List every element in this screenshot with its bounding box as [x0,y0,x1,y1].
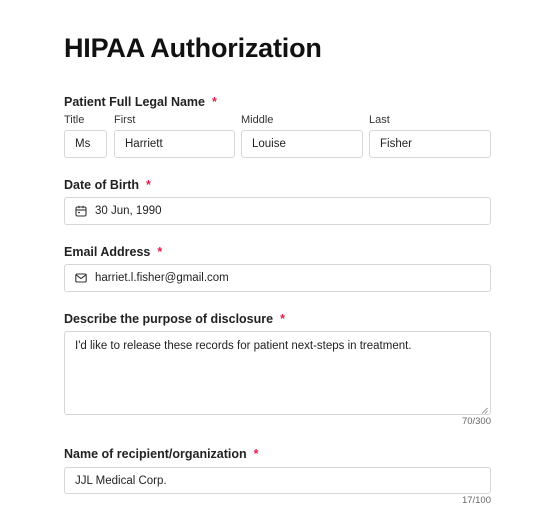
purpose-char-counter: 70/300 [461,416,491,427]
required-marker: * [157,245,163,259]
email-label [64,245,162,259]
title-field-value: Ms [75,138,91,150]
required-marker: * [253,447,259,461]
required-marker: * [212,95,217,109]
recipient-value: JJL Medical Corp. [75,474,167,487]
middle-name-sublabel: Middle [241,114,274,126]
purpose-label [64,312,285,326]
mail-icon [75,272,87,284]
patient-name-label [64,95,217,109]
dob-value: 30 Jun, 1990 [95,205,162,217]
dob-label-text: Date of Birth [64,178,139,192]
title-sublabel: Title [64,114,85,126]
recipient-field[interactable] [64,467,491,494]
last-name-value: Fisher [380,138,412,150]
last-name-sublabel: Last [369,114,390,126]
resize-grip-icon[interactable] [481,405,488,412]
email-label-text: Email Address [64,245,151,259]
patient-name-label-text: Patient Full Legal Name [64,95,206,109]
page-title: HIPAA Authorization [64,33,322,63]
first-name-sublabel: First [114,114,136,126]
dob-field[interactable] [64,197,491,225]
email-field[interactable] [64,264,491,292]
required-marker: * [280,312,285,326]
required-marker: * [146,178,151,192]
recipient-label-text: Name of recipient/organization [64,447,247,461]
calendar-icon[interactable] [75,205,87,217]
title-field[interactable] [64,130,107,158]
first-name-field[interactable] [114,130,235,158]
last-name-field[interactable] [369,130,491,158]
middle-name-value: Louise [252,138,286,150]
middle-name-field[interactable] [241,130,363,158]
first-name-value: Harriett [125,138,163,150]
email-value: harriet.l.fisher@gmail.com [95,272,229,284]
purpose-value: I'd like to release these records for patient next-steps in treatment. [75,340,412,352]
recipient-char-counter: 17/100 [461,495,491,506]
recipient-label [64,447,259,461]
dob-label [64,178,151,192]
purpose-textarea[interactable] [64,331,491,415]
purpose-label-text: Describe the purpose of disclosure [64,312,274,326]
